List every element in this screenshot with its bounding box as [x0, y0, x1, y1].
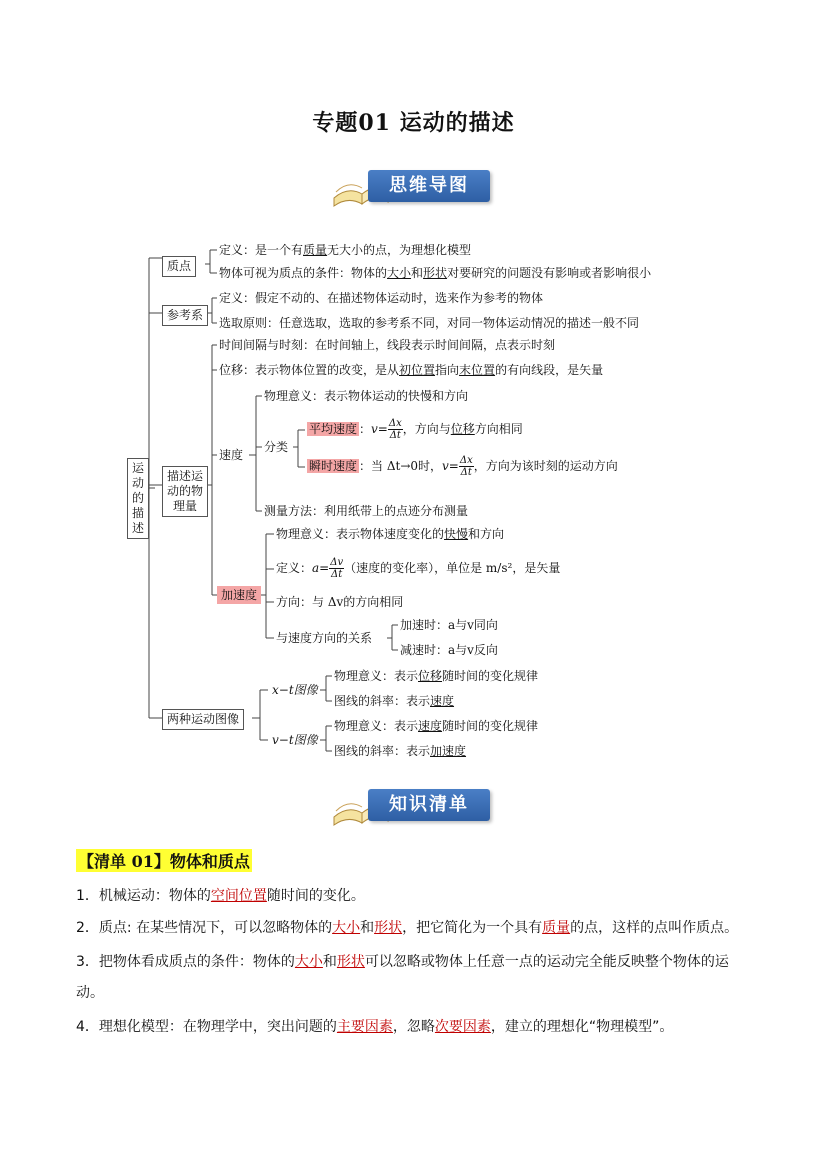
accelerating: 加速时：a与v同向 [400, 618, 498, 632]
acceleration-relation: 与速度方向的关系 [276, 631, 373, 645]
checklist-banner [330, 783, 500, 827]
acceleration-direction: 方向：与 Δv的方向相同 [276, 595, 404, 609]
list-item: 2．质点: 在某些情况下，可以忽略物体的大小和形状，把它简化为一个具有质量的点，这样的点叫作质点。 [76, 920, 739, 936]
acceleration-definition: 定义：a= $\frac{\Delta v}{\Delta t}$ （速度的变化率），单位是 m/s²，是矢量 [276, 557, 561, 580]
node-particle: 质点 [162, 256, 196, 277]
xt-graph: x−t图像 [272, 683, 318, 697]
acceleration-meaning: 物理意义：表示物体速度变化的快慢和方向 [276, 527, 505, 541]
xt-slope: 图线的斜率：表示速度 [334, 694, 455, 708]
instantaneous-velocity: 瞬时速度 ：当 Δt→0时，v= $\frac{\Delta x}{\Delta t}$ ，方向为该时刻的运动方向 [309, 455, 618, 478]
average-velocity: 平均速度 ：v= $\frac{\Delta x}{\Delta t}$ ，方向与位移方向相同 [309, 418, 523, 441]
node-physical-quantities: 描述运动的物理量 [162, 466, 208, 517]
velocity-meaning: 物理意义：表示物体运动的快慢和方向 [264, 389, 469, 403]
reference-definition: 定义：假定不动的、在描述物体运动时，选来作为参考的物体 [219, 291, 544, 305]
particle-definition: 定义：是一个有质量无大小的点，为理想化模型 [219, 243, 472, 257]
velocity-classify: 分类 [264, 440, 289, 454]
reference-principle: 选取原则：任意选取，选取的参考系不同，对同一物体运动情况的描述一般不同 [219, 316, 640, 330]
vt-meaning: 物理意义：表示速度随时间的变化规律 [334, 719, 539, 733]
vt-graph: v−t图像 [272, 733, 318, 747]
vt-slope: 图线的斜率：表示加速度 [334, 744, 467, 758]
node-motion-graphs: 两种运动图像 [162, 709, 244, 730]
section-heading: 【清单 01】物体和质点 [76, 849, 252, 872]
list-item-continuation: 动。 [76, 985, 104, 1001]
mindmap-root: 运动的描述 [127, 458, 149, 539]
time-interval: 时间间隔与时刻：在时间轴上，线段表示时间间隔，点表示时刻 [219, 338, 556, 352]
list-item: 3．把物体看成质点的条件：物体的大小和形状可以忽略或物体上任意一点的运动完全能反映整个物体的运 [76, 954, 729, 970]
page-title: 专题01 运动的描述 [312, 110, 515, 136]
velocity-measurement: 测量方法：利用纸带上的点迹分布测量 [264, 504, 469, 518]
particle-condition: 物体可视为质点的条件：物体的大小和形状对要研究的问题没有影响或者影响很小 [219, 266, 652, 280]
xt-meaning: 物理意义：表示位移随时间的变化规律 [334, 669, 539, 683]
checklist-banner-label: 知识清单 [389, 794, 469, 815]
mindmap-banner-label: 思维导图 [389, 175, 469, 196]
displacement: 位移：表示物体位置的改变，是从初位置指向末位置的有向线段，是矢量 [219, 363, 604, 377]
node-velocity: 速度 [219, 448, 244, 462]
list-item: 1．机械运动：物体的空间位置随时间的变化。 [76, 888, 365, 904]
decelerating: 减速时：a与v反向 [400, 643, 498, 657]
list-item: 4．理想化模型：在物理学中，突出问题的主要因素，忽略次要因素，建立的理想化“物理模型”。 [76, 1019, 674, 1035]
node-reference-frame: 参考系 [162, 305, 208, 326]
node-acceleration: 加速度 [217, 588, 261, 602]
